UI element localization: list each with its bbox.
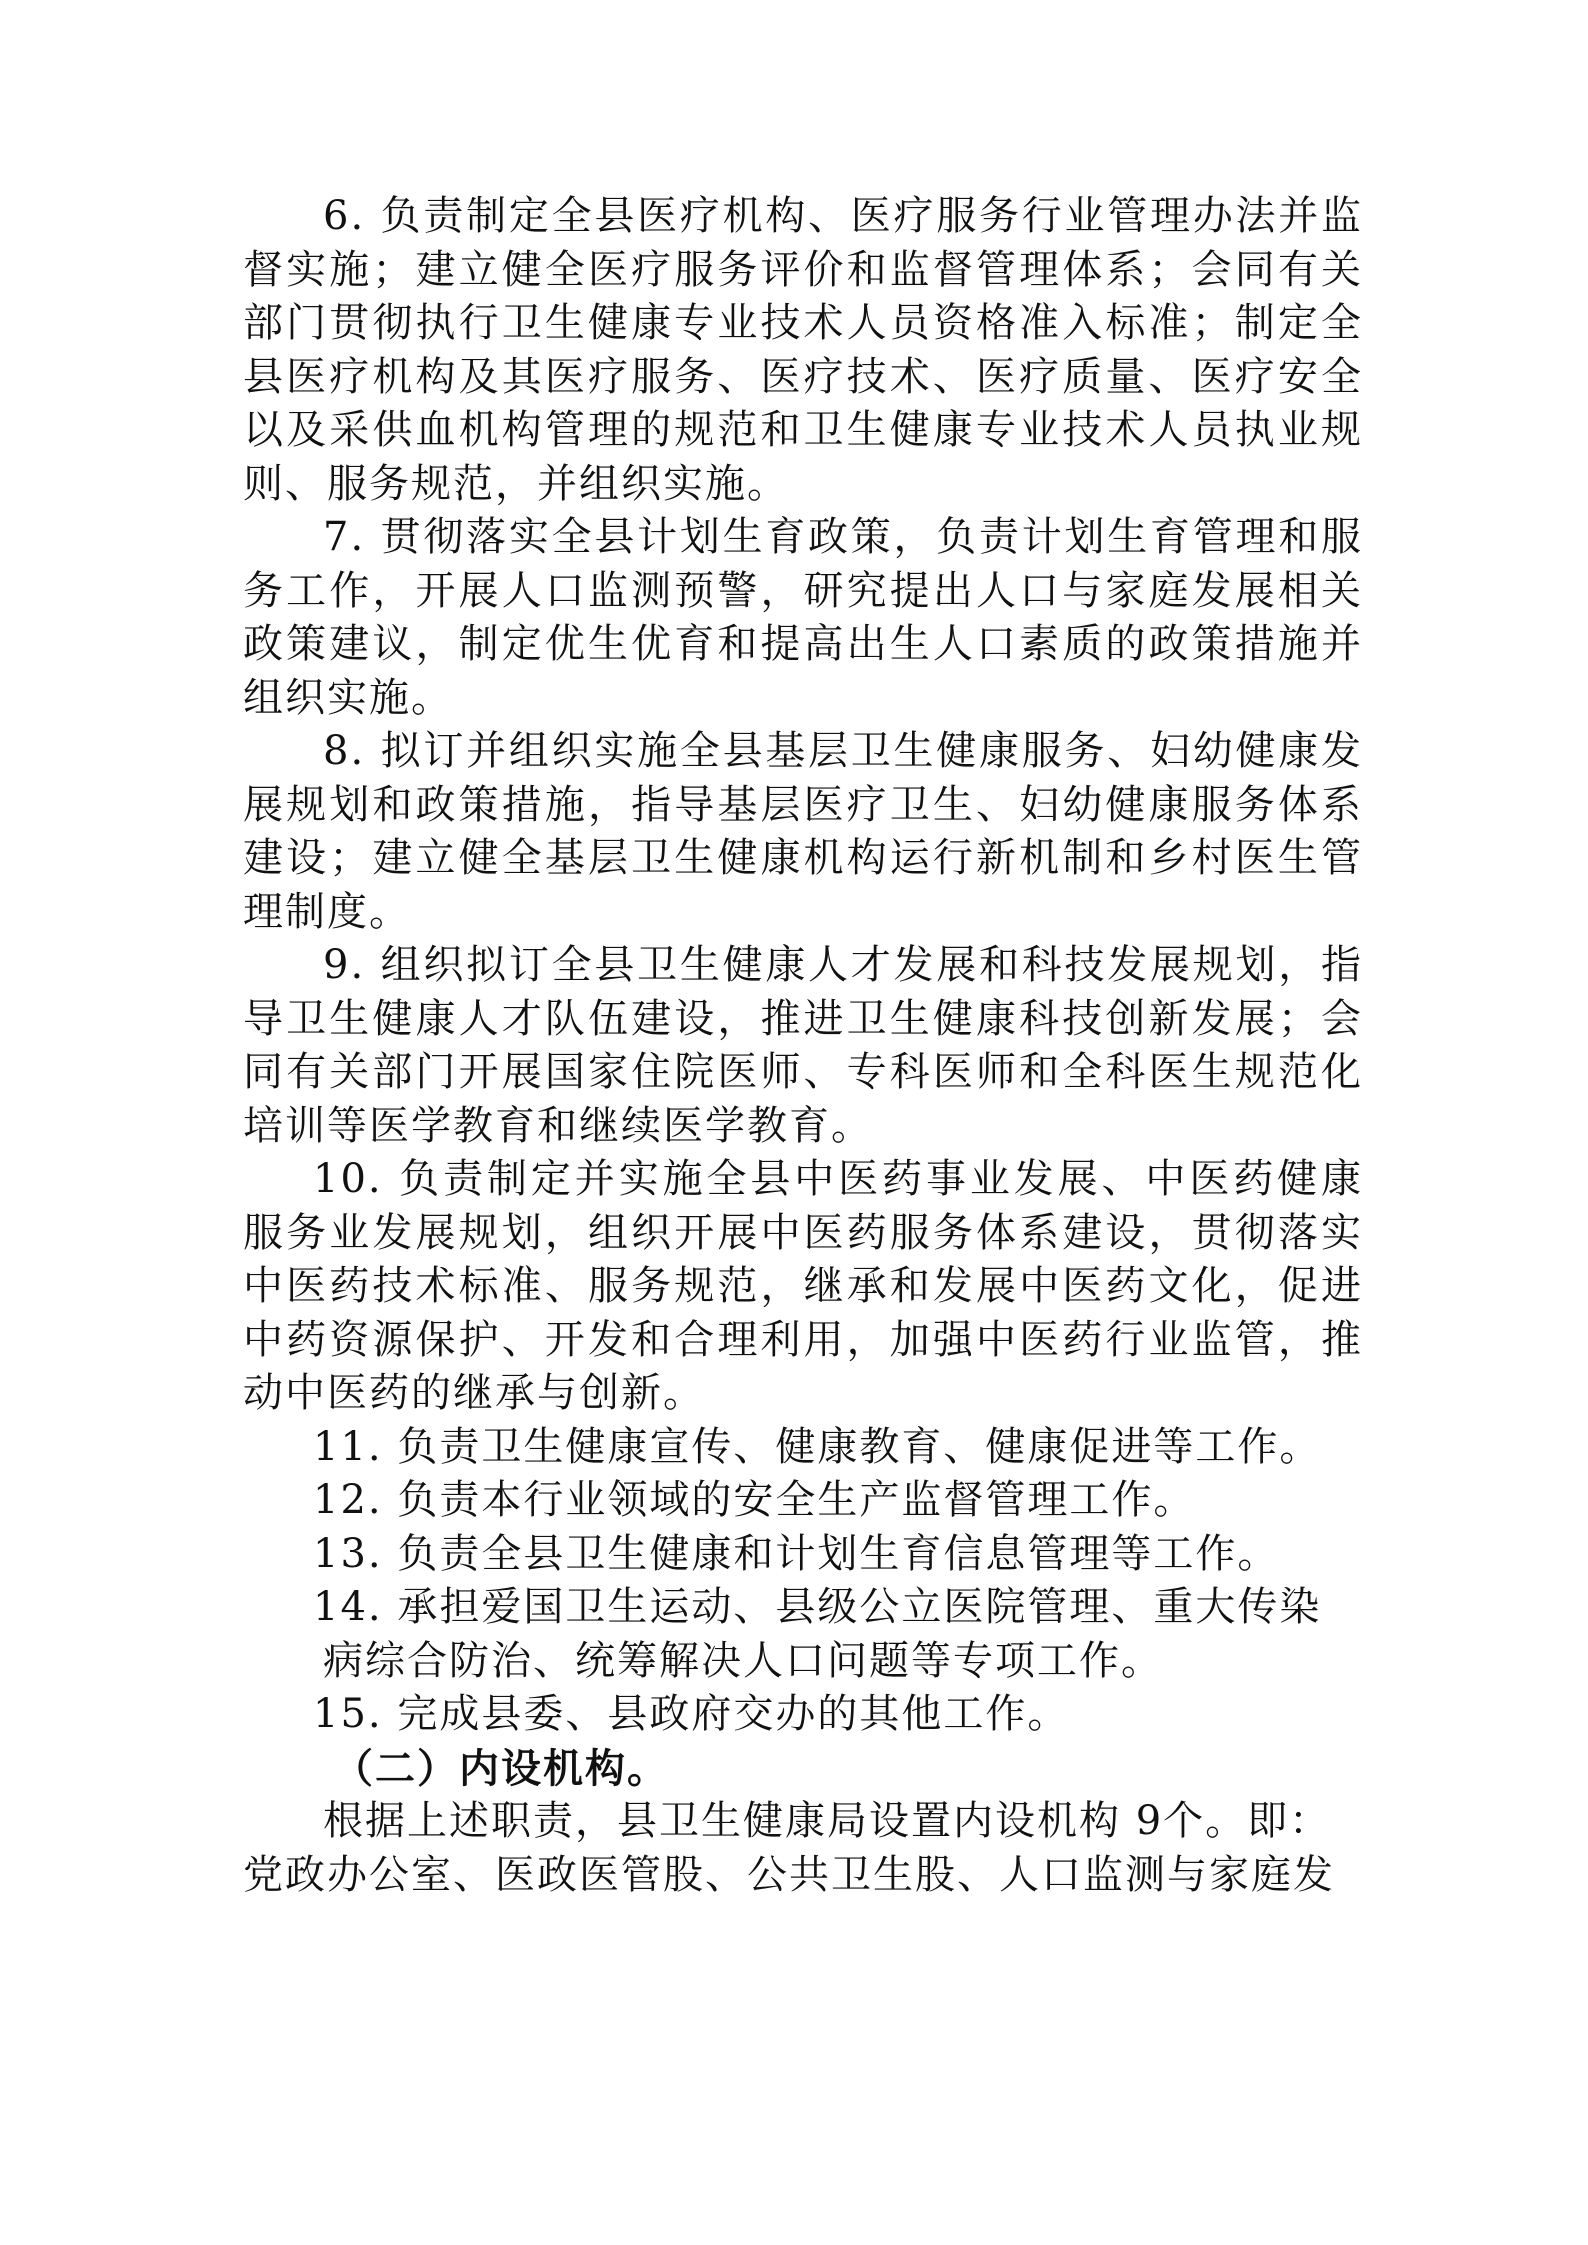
paragraph-item-13: 13. 负责全县卫生健康和计划生育信息管理等工作。 [313, 1530, 1280, 1577]
paragraph-item-10: 10. 负责制定并实施全县中医药事业发展、中医药健康服务业发展规划，组织开展中医药服务体系建设，贯彻落实中医药技术标准、服务规范，继承和发展中医药文化，促进中药资源保护、开发和合理利用，加强中医药行业监管，推动中医药的继承与创新。 [243, 1156, 1363, 1416]
paragraph-item-12: 12. 负责本行业领域的安全生产监督管理工作。 [313, 1477, 1196, 1523]
paragraph-item-7: 7. 贯彻落实全县计划生育政策，负责计划生育管理和服务工作，开展人口监测预警，研究提出人口与家庭发展相关政策建议，制定优生优育和提高出生人口素质的政策措施并组织实施。 [243, 514, 1363, 721]
paragraph-item-9: 9. 组织拟订全县卫生健康人才发展和科技发展规划，指导卫生健康人才队伍建设，推进卫生健康科技创新发展；会同有关部门开展国家住院医师、专科医师和全科医生规范化培训等医学教育和继续医学教育。 [243, 942, 1363, 1149]
section-heading: （二）内设机构。 [333, 1744, 669, 1792]
paragraph-item-11: 11. 负责卫生健康宣传、健康教育、健康促进等工作。 [313, 1423, 1322, 1470]
paragraph-item-14-line-1: 14. 承担爱国卫生运动、县级公立医院管理、重大传染 [313, 1584, 1322, 1630]
paragraph-item-15: 15. 完成县委、县政府交办的其他工作。 [313, 1691, 1070, 1737]
section-intro-line-2: 党政办公室、医政医管股、公共卫生股、人口监测与家庭发 [243, 1851, 1335, 1898]
section-intro-line-1: 根据上述职责，县卫生健康局设置内设机构 9个。即： [323, 1798, 1332, 1844]
paragraph-item-8: 8. 拟订并组织实施全县基层卫生健康服务、妇幼健康发展规划和政策措施，指导基层医疗卫生、妇幼健康服务体系建设；建立健全基层卫生健康机构运行新机制和乡村医生管理制度。 [243, 728, 1363, 935]
paragraph-item-14-line-2: 病综合防治、统筹解决人口问题等专项工作。 [323, 1637, 1163, 1684]
document-page [243, 190, 1363, 1902]
paragraph-item-6: 6. 负责制定全县医疗机构、医疗服务行业管理办法并监督实施；建立健全医疗服务评价和监督管理体系；会同有关部门贯彻执行卫生健康专业技术人员资格准入标准；制定全县医疗机构及其医疗服务、医疗技术、医疗质量、医疗安全以及采供血机构管理的规范和卫生健康专业技术人员执业规则、服务规范，并组织实施。 [243, 193, 1363, 507]
